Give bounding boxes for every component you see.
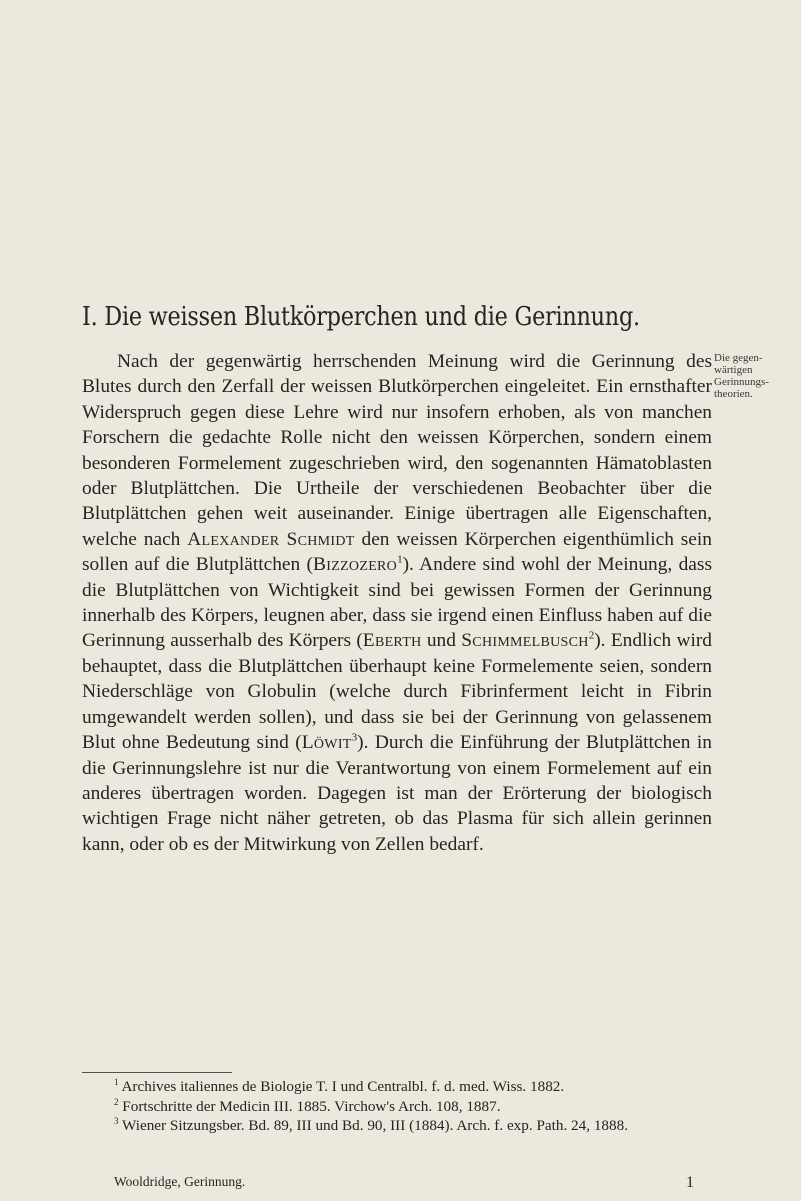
margin-note xyxy=(714,352,794,400)
page-footer xyxy=(114,1174,714,1192)
body-text xyxy=(82,349,712,857)
text-run: ). Andere sind wohl der Meinung, dass die Blutplättchen von Wichtigkeit sind bei gewissen Formen der Gerinnung innerhalb des Körpers, leugnen aber, dass sie irgend einen Einfluss haben auf die Gerinnung ausserhalb des Körpers ( xyxy=(82,554,712,652)
text-run: ). Endlich wird behauptet, dass die Blutplättchen überhaupt keine Formelemente seien, sondern Niederschläge von Globulin (welche durch Fibrinferment leicht in Fibrin umgewandelt werden sollen), und dass sie bei der Gerinnung von gelassenem Blut ohne Bedeutung sind ( xyxy=(82,630,712,754)
author-name: Schimmelbusch xyxy=(461,630,589,652)
footnotes xyxy=(82,1077,712,1136)
footnote xyxy=(82,1116,712,1136)
author-name: Alexander Schmidt xyxy=(187,528,355,550)
footnote-divider xyxy=(82,1072,232,1073)
text-run: und xyxy=(421,630,462,652)
text-run: Nach der gegenwärtig herrschenden Meinung wird die Gerinnung des Blutes durch den Zerfall der weissen Blutkörperchen eingeleitet. Ein ernsthafter Widerspruch gegen diese Lehre wird nur insofern erhoben, als von manchen Forschern die gedachte Rolle nicht den weissen Körperchen, sondern einem besonderen Formelement zugeschrieben wird, den sogenannten Hämatoblasten oder Blutplättchen. Die Urtheile der verschiedenen Beobachter über die Blutplättchen gehen weit auseinander. Einige übertragen alle Eigenschaften, welche nach xyxy=(82,351,712,550)
page-number: 1 xyxy=(686,1174,694,1191)
footnote xyxy=(82,1077,712,1097)
margin-note-line: theorien. xyxy=(714,388,753,400)
chapter-heading: I. Die weissen Blutkörperchen und die Gerinnung. xyxy=(82,302,640,333)
margin-note-line: wärtigen xyxy=(714,364,753,376)
footnote-text: Wiener Sitzungsber. Bd. 89, III und Bd. 90, III (1884). Arch. f. exp. Path. 24, 1888. xyxy=(122,1117,629,1134)
margin-note-line: Gerinnungs- xyxy=(714,376,769,388)
margin-note-line: Die gegen- xyxy=(714,352,763,364)
author-name: Eberth xyxy=(362,630,422,652)
text-run: ). Durch die Einführung der Blutplättchen in die Gerinnungslehre ist nur die Verantwortung von einem Formelement auf ein anderes übertragen worden. Dagegen ist man der Erörterung der biologisch wichtigen Frage nicht näher getreten, ob das Plasma für sich allein gerinnen kann, oder ob es der Mitwirkung von Zellen bedarf. xyxy=(82,732,713,855)
author-name: Bizzozero xyxy=(313,554,398,576)
footnote-text: Fortschritte der Medicin III. 1885. Virchow's Arch. 108, 1887. xyxy=(122,1097,501,1115)
signature-mark: Wooldridge, Gerinnung. xyxy=(114,1174,246,1189)
text-run: den weissen Körperchen eigenthümlich sein sollen auf die Blutplättchen ( xyxy=(82,528,712,576)
footnote-text: Archives italiennes de Biologie T. I und Centralbl. f. d. med. Wiss. 1882. xyxy=(121,1078,565,1095)
footnote-ref: 1 xyxy=(397,553,403,566)
footnote-number: 2 xyxy=(114,1096,119,1107)
paragraph xyxy=(82,349,712,857)
footnote-ref: 2 xyxy=(588,630,595,642)
footnote xyxy=(82,1097,712,1117)
footnote-number: 3 xyxy=(114,1115,119,1126)
footnote-ref: 3 xyxy=(351,731,358,744)
footnote-number: 1 xyxy=(114,1076,119,1087)
author-name: Löwit xyxy=(301,732,352,754)
